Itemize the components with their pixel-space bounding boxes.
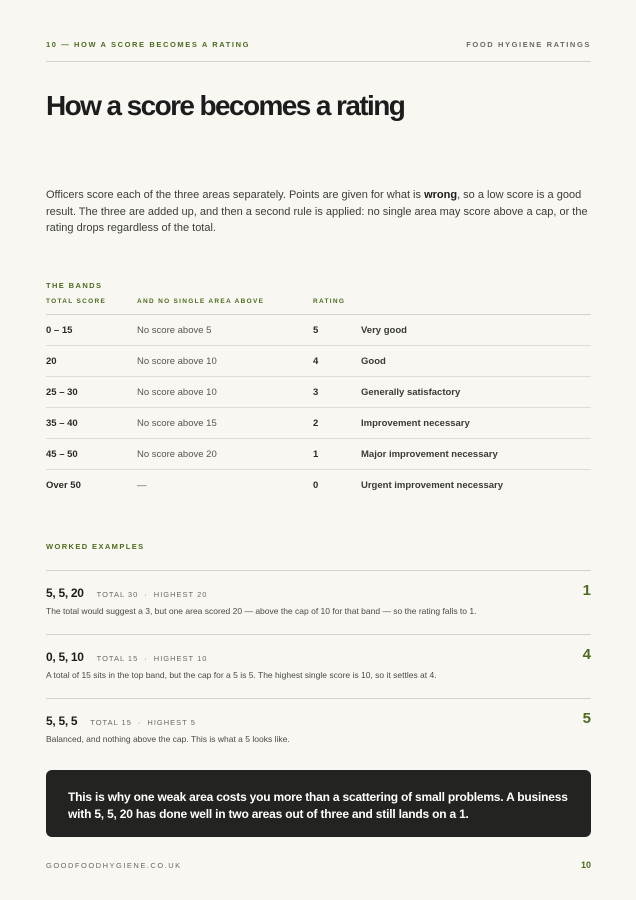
page-title: How a score becomes a rating xyxy=(46,90,405,121)
footer-website: GOODFOODHYGIENE.CO.UK xyxy=(46,860,182,870)
callout-box: This is why one weak area costs you more than a scattering of small problems. A business with 5, 5, 20 has done well in two areas out of three and still lands on a 1. xyxy=(46,770,591,837)
header-divider xyxy=(46,61,591,62)
band-rating: 4 xyxy=(313,355,319,367)
table-row xyxy=(46,315,591,346)
example-item xyxy=(46,570,591,634)
band-total: 0 – 15 xyxy=(46,324,73,336)
table-row xyxy=(46,377,591,408)
band-total: 45 – 50 xyxy=(46,448,78,460)
example-heading xyxy=(46,714,196,728)
separator-dot: · xyxy=(144,654,148,663)
column-header-total: TOTAL SCORE xyxy=(46,298,107,305)
table-row xyxy=(46,346,591,377)
band-rating: 2 xyxy=(313,417,319,429)
band-description: Good xyxy=(361,355,386,367)
band-description: Very good xyxy=(361,324,407,336)
example-highest: HIGHEST 20 xyxy=(153,590,208,599)
band-rating: 1 xyxy=(313,448,319,460)
page xyxy=(46,0,591,900)
bands-table xyxy=(46,298,591,500)
band-cap: No score above 20 xyxy=(137,448,217,460)
example-item xyxy=(46,698,591,762)
example-highest: HIGHEST 10 xyxy=(153,654,208,663)
band-rating: 3 xyxy=(313,386,319,398)
band-rating: 5 xyxy=(313,324,319,336)
example-scores: 5, 5, 20 xyxy=(46,586,84,600)
separator-dot: · xyxy=(137,718,142,727)
table-row xyxy=(46,408,591,439)
band-cap: No score above 10 xyxy=(137,355,217,367)
example-scores: 0, 5, 10 xyxy=(46,650,84,664)
example-rating: 4 xyxy=(582,646,591,663)
band-cap: No score above 15 xyxy=(137,417,217,429)
example-highest: HIGHEST 5 xyxy=(147,718,196,727)
column-header-rating: RATING xyxy=(313,298,346,305)
example-explanation: The total would suggest a 3, but one area scored 20 — above the cap of 10 for that band — so the rating falls to 1. xyxy=(46,606,477,616)
separator-dot: · xyxy=(144,590,148,599)
example-meta xyxy=(97,654,208,663)
column-header-cap: AND NO SINGLE AREA ABOVE xyxy=(137,298,265,305)
band-cap: — xyxy=(137,479,147,491)
example-rating: 1 xyxy=(582,582,591,599)
example-total: TOTAL 15 xyxy=(96,654,139,663)
running-header xyxy=(46,40,591,49)
publication-label: FOOD HYGIENE RATINGS xyxy=(466,40,591,49)
table-row xyxy=(46,439,591,470)
worked-examples xyxy=(46,570,591,762)
example-rating: 5 xyxy=(582,710,591,727)
band-total: 35 – 40 xyxy=(46,417,78,429)
table-row xyxy=(46,470,591,500)
intro-paragraph xyxy=(46,187,591,237)
example-heading xyxy=(46,650,207,664)
examples-section-label: WORKED EXAMPLES xyxy=(46,542,145,551)
band-total: 20 xyxy=(46,355,57,367)
intro-text-after: , so a low score is a good result. The three are added up, and then a second rule is applied: no single area may score above a cap, or the rating drops regardless of the total. xyxy=(46,189,588,234)
band-rating: 0 xyxy=(313,479,319,491)
intro-text-before: Officers score each of the three areas separately. Points are given for what is xyxy=(46,189,425,201)
band-description: Improvement necessary xyxy=(361,417,470,429)
example-scores: 5, 5, 5 xyxy=(46,714,78,728)
band-cap: No score above 10 xyxy=(137,386,217,398)
band-cap: No score above 5 xyxy=(137,324,212,336)
example-heading xyxy=(46,586,207,600)
bands-section-label: THE BANDS xyxy=(46,281,103,290)
band-total: Over 50 xyxy=(46,479,81,491)
example-explanation: Balanced, and nothing above the cap. This is what a 5 looks like. xyxy=(46,734,290,744)
example-total: TOTAL 15 xyxy=(90,718,132,727)
chapter-label: 10 — HOW A SCORE BECOMES A RATING xyxy=(46,40,251,49)
example-meta xyxy=(90,718,196,727)
page-number: 10 xyxy=(580,860,591,870)
band-description: Generally satisfactory xyxy=(361,386,461,398)
bands-table-header xyxy=(46,298,591,315)
band-description: Major improvement necessary xyxy=(361,448,498,460)
example-item xyxy=(46,634,591,698)
intro-emphasis: wrong xyxy=(424,189,458,201)
band-total: 25 – 30 xyxy=(46,386,78,398)
example-total: TOTAL 30 xyxy=(96,590,139,599)
band-description: Urgent improvement necessary xyxy=(361,479,504,491)
example-explanation: A total of 15 sits in the top band, but the cap for a 5 is 5. The highest single score is 10, so it settles at 4. xyxy=(46,670,437,680)
example-meta xyxy=(97,590,208,599)
page-footer xyxy=(46,860,591,870)
